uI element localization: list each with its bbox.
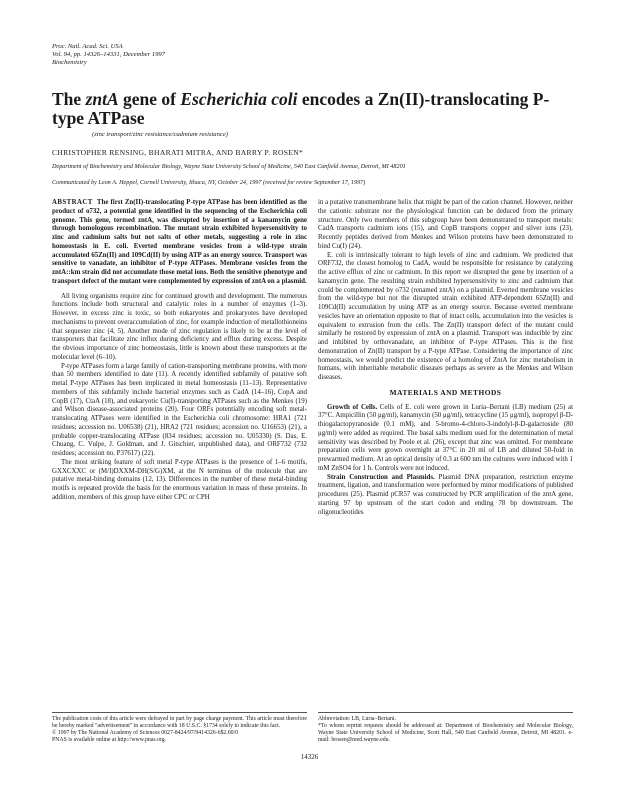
methods-paragraph bbox=[318, 474, 573, 518]
page-number: 14326 bbox=[300, 753, 319, 761]
journal-name: Proc. Natl. Acad. Sci. USA bbox=[52, 43, 123, 50]
right-column bbox=[318, 199, 573, 517]
abstract bbox=[52, 199, 307, 287]
footnote-rule bbox=[318, 712, 573, 713]
communicated-by: Communicated by Leon A. Heppel, Cornell University, Ithaca, NY, October 24, 1997 (received for review September 17, 1997) bbox=[52, 179, 366, 186]
title-part: The bbox=[52, 89, 86, 109]
abstract-label: ABSTRACT bbox=[52, 199, 93, 206]
article-title bbox=[52, 90, 572, 128]
footnote-rule bbox=[52, 712, 307, 713]
journal-volume: Vol. 94, pp. 14326–14331, December 1997 bbox=[52, 51, 165, 59]
title-organism: Escherichia coli bbox=[180, 89, 298, 109]
footnote-left bbox=[52, 716, 307, 744]
body-paragraph: in a putative transmembrane helix that might be part of the cation channel. However, neither the cationic substrate nor the physiological function can be deduced from the primary structure. Only two members of this subgroup have been demonstrated to transport metals: CadA transports cadmium ions (15), and CopB transports copper and silver ions (23). Recently peptides derived from Menkes and Wilson proteins have been demonstrated to bind Cu(I) (24). bbox=[318, 199, 573, 250]
journal-section: Biochemistry bbox=[52, 59, 87, 67]
footnote-text: The publication costs of this article were defrayed in part by page charge payment. This article must therefore be hereby marked "advertisement" in accordance with 18 U.S.C. §1734 solely to indicate this fact. © 1997 by The National Academy of Sciences 0027-8424/97/9414326-6$2.00/0 PNAS is available online at http://www.pnas.org. bbox=[52, 716, 307, 743]
keywords: (zinc transport/zinc resistance/cadmium resistance) bbox=[92, 131, 228, 138]
abstract-text: The first Zn(II)-translocating P-type ATPase has been identified as the product of o732, a potential gene identified in the sequencing of the Escherichia coli genome. This gene, termed zntA, was disrupted by insertion of a kanamycin gene through homologous recombination. The mutant strain exhibited hypersensitivity to zinc and cadmium salts but not salts of other metals, suggesting a role in zinc homeostasis in E. coli. Everted membrane vesicles from a wild-type strain accumulated 65Zn(II) and 109Cd(II) by using ATP as an energy source. Transport was sensitive to vanadate, an inhibitor of P-type ATPases. Membrane vesicles from the zntA::km strain did not accumulate those metal ions. Both the sensitive phenotype and transport defect of the mutant were complemented by expression of zntA on a plasmid. bbox=[52, 199, 307, 285]
methods-runin: Growth of Cells. bbox=[327, 403, 378, 411]
methods-text: Plasmid DNA preparation, restriction enzyme treatment, ligation, and transformation were performed by minor modifications of published procedures (25). Plasmid pCR57 was constructed by PCR amplification of the zntA gene, starting 97 bp upstream of the start codon and ending 78 bp downstream. The oligonucleotides bbox=[318, 473, 573, 516]
body-paragraph: E. coli is intrinsically tolerant to high levels of zinc and cadmium. We predicted that ORF732, the closest homolog to CadA, would be responsible for resistance by catalyzing the active efflux of zinc or cadmium. In this report we disrupted the gene by insertion of a kanamycin gene. The resulting strain exhibited hypersensitivity to zinc and cadmium that could be complemented by o732 (renamed zntA) on a plasmid. Everted membrane vesicles from the wild-type but not the disrupted strain exhibited ATP-dependent 65Zn(II) and 109Cd(II) accumulation by using ATP as an energy source. Because everted membrane vesicles have an orientation opposite to that of intact cells, accumulation into the vesicles is equivalent to extrusion from the cells. The Zn(II) transport defect of the mutant could similarly be restored by expression of zntA on a plasmid. Transport was inducible by zinc and inhibited by orthovanadate, an inhibitor of P-type ATPases. This is the first demonstration of Zn(II) transport by a P-type ATPase. Considering the importance of zinc homeostasis, we would predict the existence of a homolog of ZntA for zinc metabolism in humans, with inheritable metabolic diseases perhaps as severe as the Menkes and Wilson diseases. bbox=[318, 251, 573, 381]
body-paragraph: The most striking feature of soft metal P-type ATPases is the presence of 1–6 motifs, GXXCXXC or (M/I)DXXM-DH(S/G)XM, at the N terminus of the molecule that are putative metal-binding domains (12, 13). Differences in the number of these metal-binding motifs is repeated provide the basis for the enormous variation in mass of these proteins. In addition, members of this group have either CPC or CPH bbox=[52, 458, 307, 501]
methods-paragraph bbox=[318, 404, 573, 474]
correspondence-note: *To whom reprint requests should be addressed at: Department of Biochemistry and Molecular Biology, Wayne State University School of Medicine, Scott Hall, 540 East Canfield Avenue, Detroit, MI 48201. e-mail: brosen@med.wayne.edu. bbox=[318, 723, 573, 743]
title-part: encodes a Zn(II)-translocating P-type ATPase bbox=[52, 89, 550, 128]
footnote-right bbox=[318, 716, 573, 744]
methods-runin: Strain Construction and Plasmids. bbox=[327, 473, 435, 481]
author-list: CHRISTOPHER RENSING, BHARATI MITRA, AND BARRY P. ROSEN* bbox=[52, 148, 304, 157]
affiliation: Department of Biochemistry and Molecular Biology, Wayne State University School of Medicine, 540 East Canfield Avenue, Detroit, MI 48201 bbox=[52, 163, 406, 170]
body-paragraph: All living organisms require zinc for continued growth and development. The numerous functions include both structural and catalytic roles in a number of enzymes (1–3). However, in excess zinc is toxic, so both eukaryotes and prokaryotes have developed mechanisms to prevent overaccumulation of zinc, for example induction of metallothioneins that sequester zinc (4, 5). Another mode of zinc regulation is likely to be at the level of transporters that facilitate zinc influx during deficiency and efflux during excess. Despite the obvious importance of zinc homeostasis, little is known about these transporters at the molecular level (6–10). bbox=[52, 292, 307, 361]
body-paragraph: P-type ATPases form a large family of cation-transporting membrane proteins, with more than 50 members identified to date (11). A recently identified subfamily of putative soft metal P-type ATPases has been implicated in metal homeostasis (11–13). Representative members of this subfamily include bacterial enzymes such as CadA (14–16), CopA and CopB (17), CtaA (18), and eukaryotic Cu(I)-transporting ATPases such as the Menkes (19) and Wilson disease-associated proteins (20). Four ORFs potentially encoding soft metal-translocating ATPases were identified in the Escherichia coli chromosome: HRA1 (721 residues; accession no. U06538) (21), HRA2 (721 residues; accession no. U16653) (21), a probable copper-translocating ATPase (834 residues; accession no. U05330) (S. Das, E. Chuang, C. Vulpe, J. Goldman, and J. Gitschier, unpublished data), and ORF732 (732 residues; accession no. P37617) (22). bbox=[52, 362, 307, 457]
title-gene: zntA bbox=[85, 89, 119, 109]
section-heading: MATERIALS AND METHODS bbox=[389, 387, 502, 397]
journal-masthead bbox=[52, 43, 165, 68]
methods-text: Cells of E. coli were grown in Luria–Bertani (LB) medium (25) at 37°C. Ampicillin (50 μg/ml), kanamycin (50 μg/ml), tetracycline (15 μg/ml), isopropyl β-D-thiogalactopyranoside (0.1 mM), and 5-bromo-4-chloro-3-indolyl-β-D-galactoside (80 μg/ml) were added as required. The basal salts medium used for the determination of metal sensitivity was described by Poole et al. (26), except that zinc was omitted. For membrane preparation cells were grown overnight at 37°C in 20 ml of LB and diluted 50-fold in prewarmed medium. At an optical density of 0.3 at 600 nm the cultures were induced with 1 mM ZnSO4 for 1 h. Controls were not induced. bbox=[318, 403, 573, 472]
left-column bbox=[52, 199, 307, 503]
title-part: gene of bbox=[118, 89, 181, 109]
abbreviations-note: Abbreviation: LB, Luria–Bertani. bbox=[318, 716, 396, 722]
